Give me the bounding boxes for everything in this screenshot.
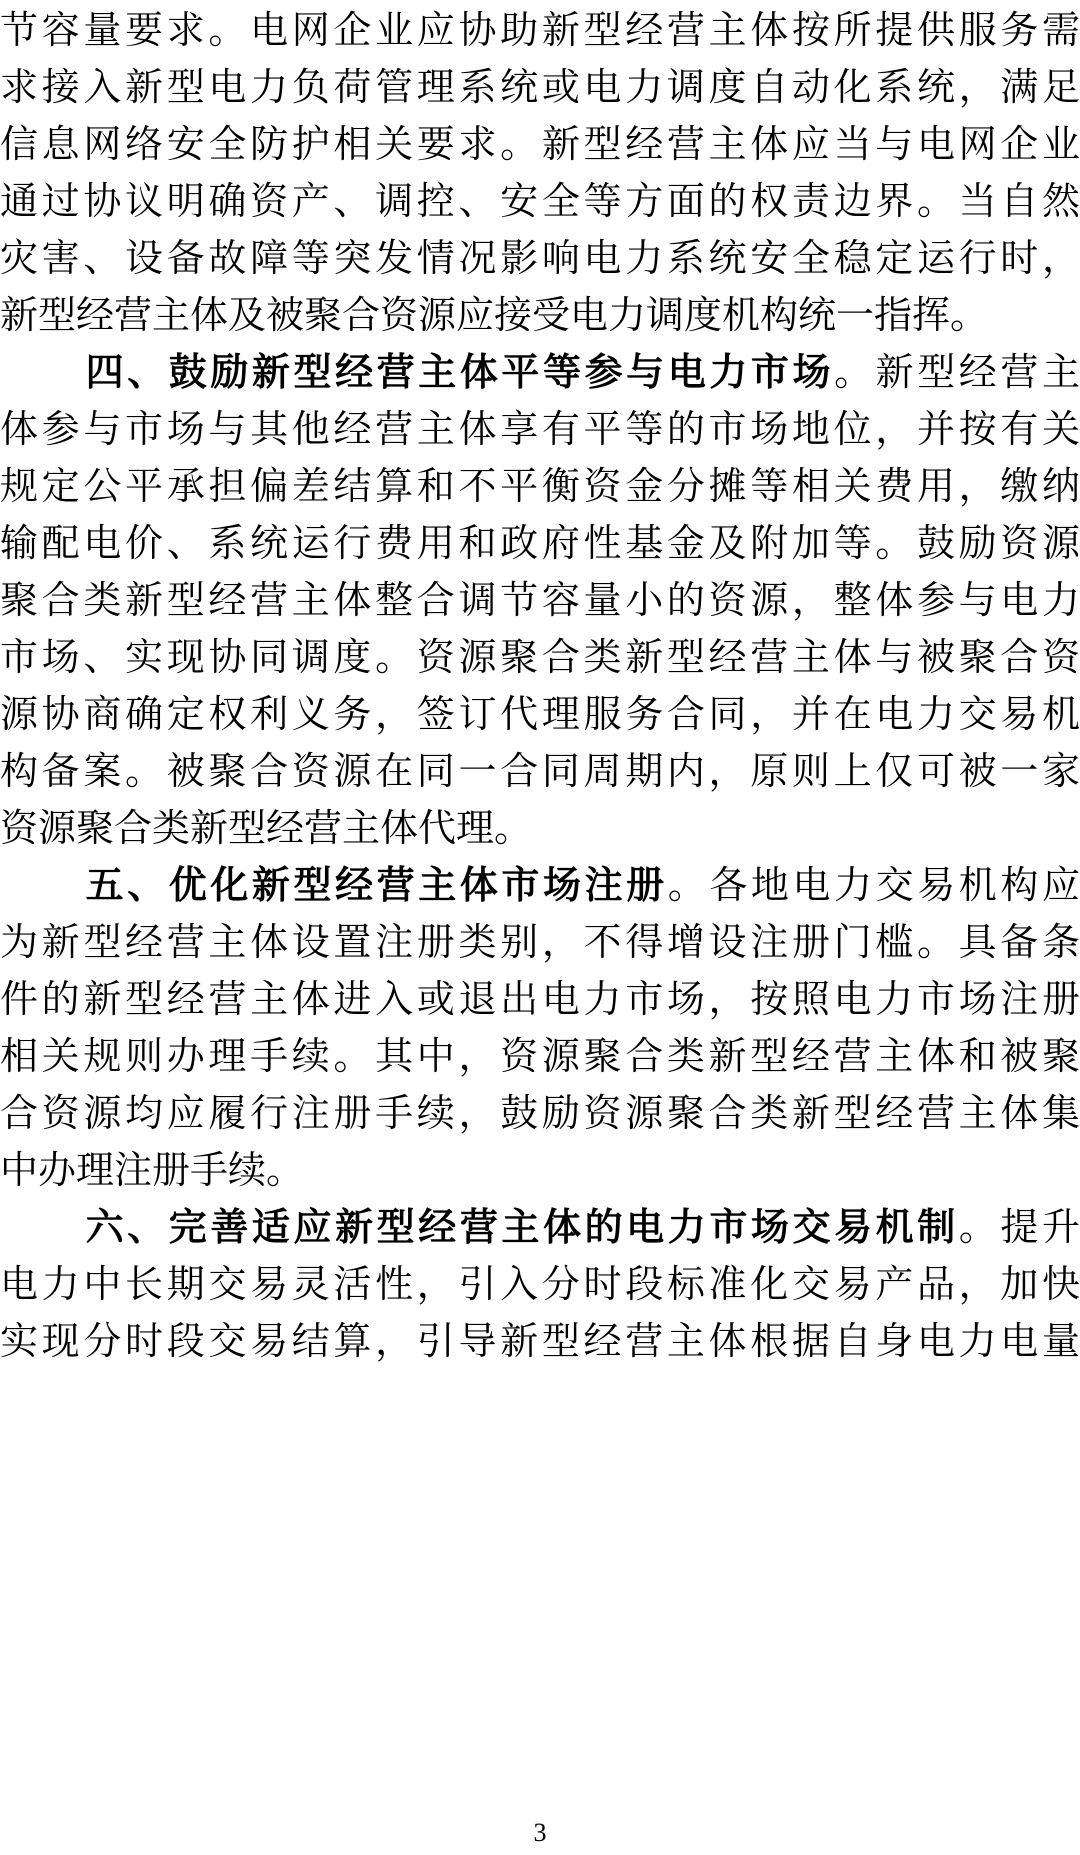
line-text: 通过协议明确资产、调控、安全等方面的权责边界。当自然 [0, 179, 1080, 223]
line-text: 信息网络安全防护相关要求。新型经营主体应当与电网企业 [0, 122, 1080, 166]
page-number: 3 [533, 1818, 547, 1847]
line-text: 合资源均应履行注册手续，鼓励资源聚合类新型经营主体集 [0, 1091, 1080, 1135]
text-line [0, 1026, 1080, 1086]
line-text: 市场、实现协同调度。资源聚合类新型经营主体与被聚合资 [0, 635, 1080, 679]
text-line [0, 171, 1080, 231]
line-text: 聚合类新型经营主体整合调节容量小的资源，整体参与电力 [0, 578, 1080, 622]
line-text: 体参与市场与其他经营主体享有平等的市场地位，并按有关 [0, 407, 1080, 451]
line-text: 输配电价、系统运行费用和政府性基金及附加等。鼓励资源 [0, 521, 1080, 565]
section-heading-4: 四、鼓励新型经营主体平等参与电力市场 [82, 350, 835, 394]
text-line [0, 684, 1080, 744]
text-line [0, 0, 1080, 60]
text-line [0, 114, 1080, 174]
line-text: 节容量要求。电网企业应协助新型经营主体按所提供服务需 [0, 8, 1080, 52]
text-line [0, 456, 1080, 516]
text-line [0, 741, 1080, 801]
line-text: 。提升 [958, 1205, 1080, 1249]
line-text: 电力中长期交易灵活性，引入分时段标准化交易产品，加快 [0, 1262, 1080, 1306]
line-text: 求接入新型电力负荷管理系统或电力调度自动化系统，满足 [0, 65, 1080, 109]
section-heading-5: 五、优化新型经营主体市场注册 [82, 863, 668, 907]
line-text: 资源聚合类新型经营主体代理。 [0, 806, 533, 850]
text-line [0, 513, 1080, 573]
line-text: 相关规则办理手续。其中，资源聚合类新型经营主体和被聚 [0, 1034, 1080, 1078]
line-text: 规定公平承担偏差结算和不平衡资金分摊等相关费用，缴纳 [0, 464, 1080, 508]
text-line [0, 1254, 1080, 1314]
text-line [0, 1140, 1080, 1200]
text-line [0, 399, 1080, 459]
line-text: 。新型经营主 [834, 350, 1080, 394]
line-text: 。各地电力交易机构应 [667, 863, 1080, 907]
text-line [0, 57, 1080, 117]
text-line [0, 798, 1080, 858]
text-line [0, 285, 1080, 345]
text-line [0, 1083, 1080, 1143]
line-text: 中办理注册手续。 [0, 1148, 305, 1192]
text-line [0, 912, 1080, 972]
line-text: 构备案。被聚合资源在同一合同周期内，原则上仅可被一家 [0, 749, 1080, 793]
line-text: 新型经营主体及被聚合资源应接受电力调度机构统一指挥。 [0, 293, 989, 337]
text-line [0, 570, 1080, 630]
text-line [0, 228, 1080, 288]
text-line [0, 969, 1080, 1029]
section-heading-line [0, 342, 1080, 402]
section-heading-6: 六、完善适应新型经营主体的电力市场交易机制 [82, 1205, 959, 1249]
line-text: 实现分时段交易结算，引导新型经营主体根据自身电力电量 [0, 1319, 1080, 1363]
section-heading-line [0, 855, 1080, 915]
section-heading-line [0, 1197, 1080, 1257]
line-text: 灾害、设备故障等突发情况影响电力系统安全稳定运行时， [0, 236, 1080, 280]
line-text: 为新型经营主体设置注册类别，不得增设注册门槛。具备条 [0, 920, 1080, 964]
text-line [0, 1311, 1080, 1371]
line-text: 件的新型经营主体进入或退出电力市场，按照电力市场注册 [0, 977, 1080, 1021]
text-line [0, 627, 1080, 687]
line-text: 源协商确定权利义务，签订代理服务合同，并在电力交易机 [0, 692, 1080, 736]
